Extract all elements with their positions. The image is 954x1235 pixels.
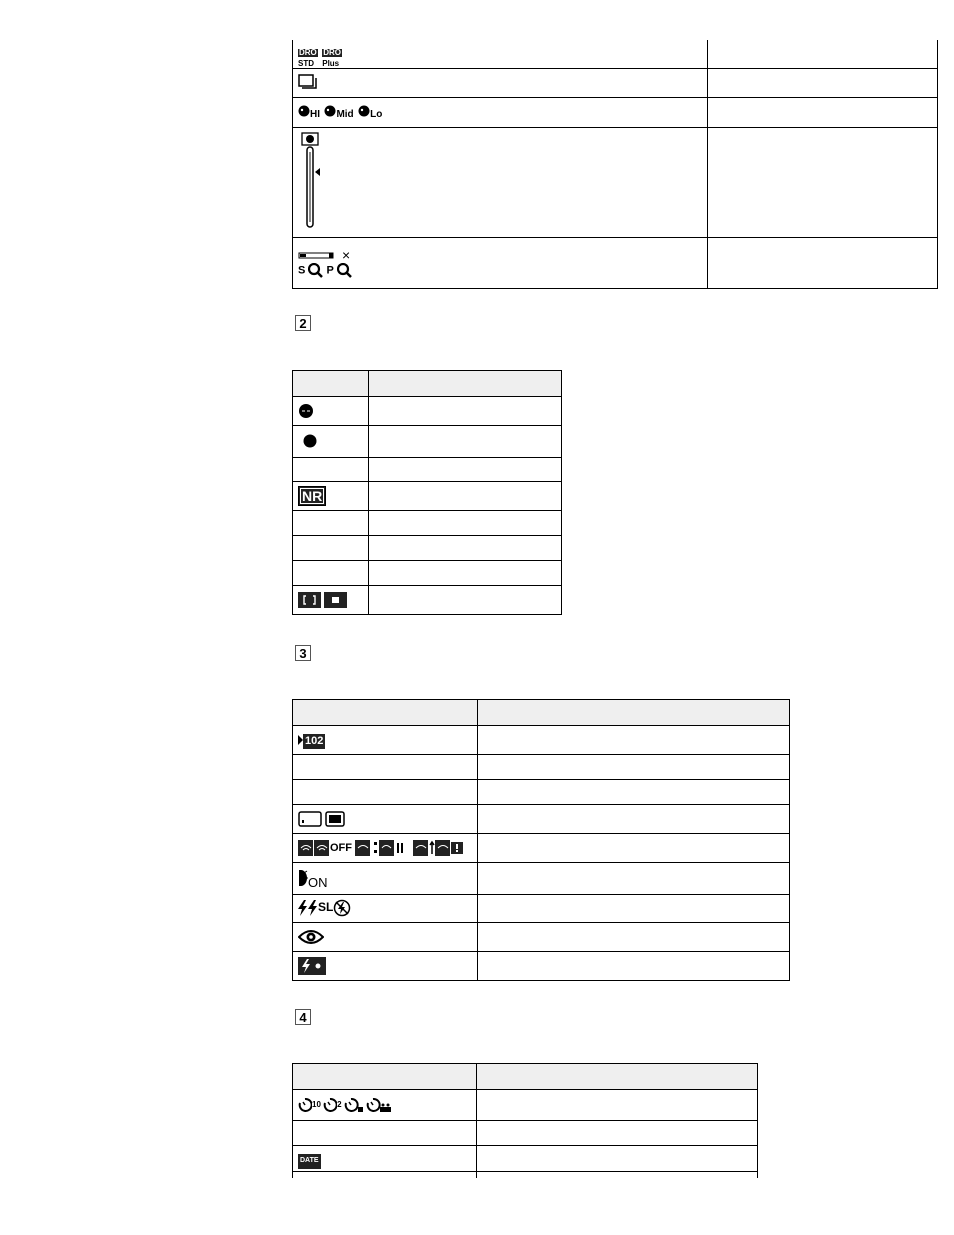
table-row — [293, 40, 938, 69]
folder-number-icon: 102 — [305, 735, 324, 747]
table-row — [293, 586, 562, 615]
table-row — [293, 397, 562, 426]
table-row — [293, 426, 562, 458]
table-row — [293, 1172, 758, 1179]
table-row — [293, 895, 790, 923]
table-row — [293, 98, 938, 128]
icon-table-3 — [292, 699, 790, 981]
wifi-status-icons: OFF — [298, 840, 463, 856]
icon-table-4 — [292, 1063, 758, 1178]
hdr-mid-icon: Mid — [324, 105, 353, 120]
face-icon — [298, 403, 314, 419]
flash-charging-icon — [298, 957, 326, 975]
section-2-marker: 2 — [295, 315, 311, 331]
table-row — [293, 834, 790, 863]
continuous-shooting-icon — [298, 74, 320, 92]
af-illuminator-icon — [298, 869, 308, 887]
table-row — [293, 482, 562, 511]
clear-image-zoom-icon — [337, 263, 352, 278]
table-row — [293, 69, 938, 98]
table-row — [293, 923, 790, 952]
red-eye-reduction-icon — [298, 928, 324, 946]
memory-card-icons — [298, 811, 350, 827]
icon-table-2 — [292, 370, 562, 615]
dro-plus-icon: DRO Plus — [322, 48, 342, 68]
record-dot-icon — [303, 434, 317, 448]
x-mark-icon: × — [342, 246, 351, 263]
table-row — [293, 805, 790, 834]
table-row — [293, 561, 562, 586]
table-row — [293, 726, 790, 755]
table-row — [293, 511, 562, 536]
smart-zoom-icon — [308, 263, 323, 278]
hdr-hi-icon: HI — [298, 105, 320, 120]
table-row — [293, 128, 938, 238]
table-row — [293, 755, 790, 780]
focus-area-icons — [298, 592, 348, 608]
table-row — [293, 238, 938, 289]
section-3-marker: 3 — [295, 645, 311, 661]
flash-mode-icons: SL — [298, 899, 351, 917]
zoom-type-row: S P — [298, 263, 707, 278]
table-row — [293, 1146, 758, 1172]
table-row — [293, 1090, 758, 1121]
table-row — [293, 458, 562, 482]
smile-shutter-level-icon — [298, 132, 328, 232]
table-row — [293, 1121, 758, 1146]
noise-reduction-icon: NR — [298, 486, 326, 506]
table-row — [293, 863, 790, 895]
date-imprint-icon: DATE — [298, 1154, 321, 1169]
header-row — [293, 700, 790, 726]
table-row — [293, 780, 790, 805]
header-row — [293, 1064, 758, 1090]
zoom-bar-row — [298, 246, 707, 263]
icon-table-1 — [292, 40, 938, 289]
section-4-marker: 4 — [295, 1009, 311, 1025]
table-row — [293, 536, 562, 561]
af-illuminator-on-label: ON — [308, 874, 328, 890]
table-row — [293, 952, 790, 981]
hdr-lo-icon: Lo — [358, 105, 382, 120]
header-row — [293, 371, 562, 397]
self-timer-icons: 10 2 — [298, 1097, 392, 1113]
dro-std-icon: DRO STD — [298, 48, 317, 68]
